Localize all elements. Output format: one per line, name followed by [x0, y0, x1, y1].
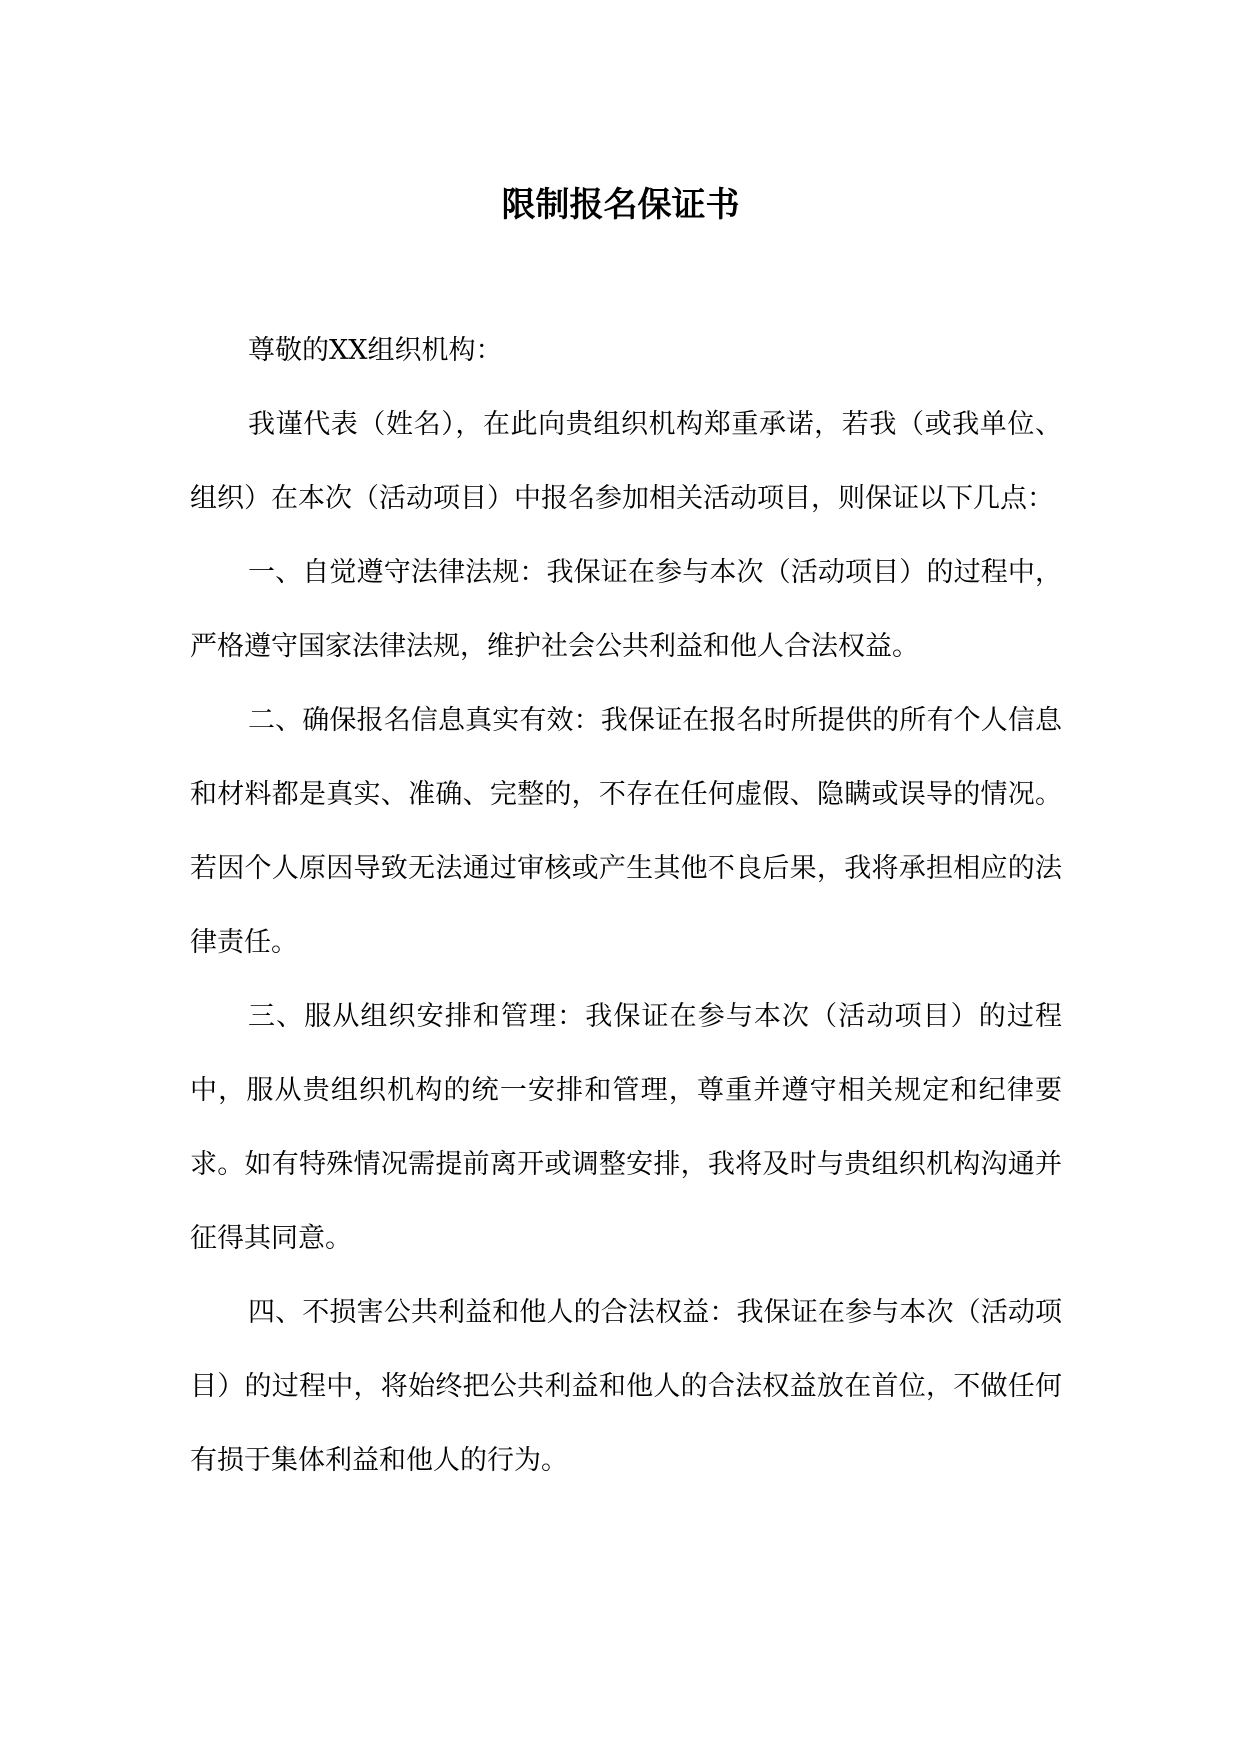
paragraph-clause-4: 四、不损害公共利益和他人的合法权益：我保证在参与本次（活动项目）的过程中，将始终把公共利益和他人的合法权益放在首位，不做任何有损于集体利益和他人的行为。: [190, 1297, 1062, 1476]
salutation: 尊敬的XX组织机构：: [248, 335, 503, 366]
paragraph-clause-2: 二、确保报名信息真实有效：我保证在报名时所提供的所有个人信息和材料都是真实、准确、完整的，不存在任何虚假、隐瞒或误导的情况。若因个人原因导致无法通过审核或产生其他不良后果，我将承担相应的法律责任。: [190, 705, 1062, 958]
paragraph-clause-1: 一、自觉遵守法律法规：我保证在参与本次（活动项目）的过程中，严格遵守国家法律法规，维护社会公共利益和他人合法权益。: [190, 557, 1062, 662]
paragraph-intro: 我谨代表（姓名），在此向贵组织机构郑重承诺，若我（或我单位、组织）在本次（活动项目）中报名参加相关活动项目，则保证以下几点：: [190, 409, 1062, 514]
paragraph-clause-3: 三、服从组织安排和管理：我保证在参与本次（活动项目）的过程中，服从贵组织机构的统一安排和管理，尊重并遵守相关规定和纪律要求。如有特殊情况需提前离开或调整安排，我将及时与贵组织机构沟通并征得其同意。: [190, 1001, 1062, 1254]
document-body: [190, 314, 1062, 1498]
document-title: 限制报名保证书: [501, 185, 740, 225]
